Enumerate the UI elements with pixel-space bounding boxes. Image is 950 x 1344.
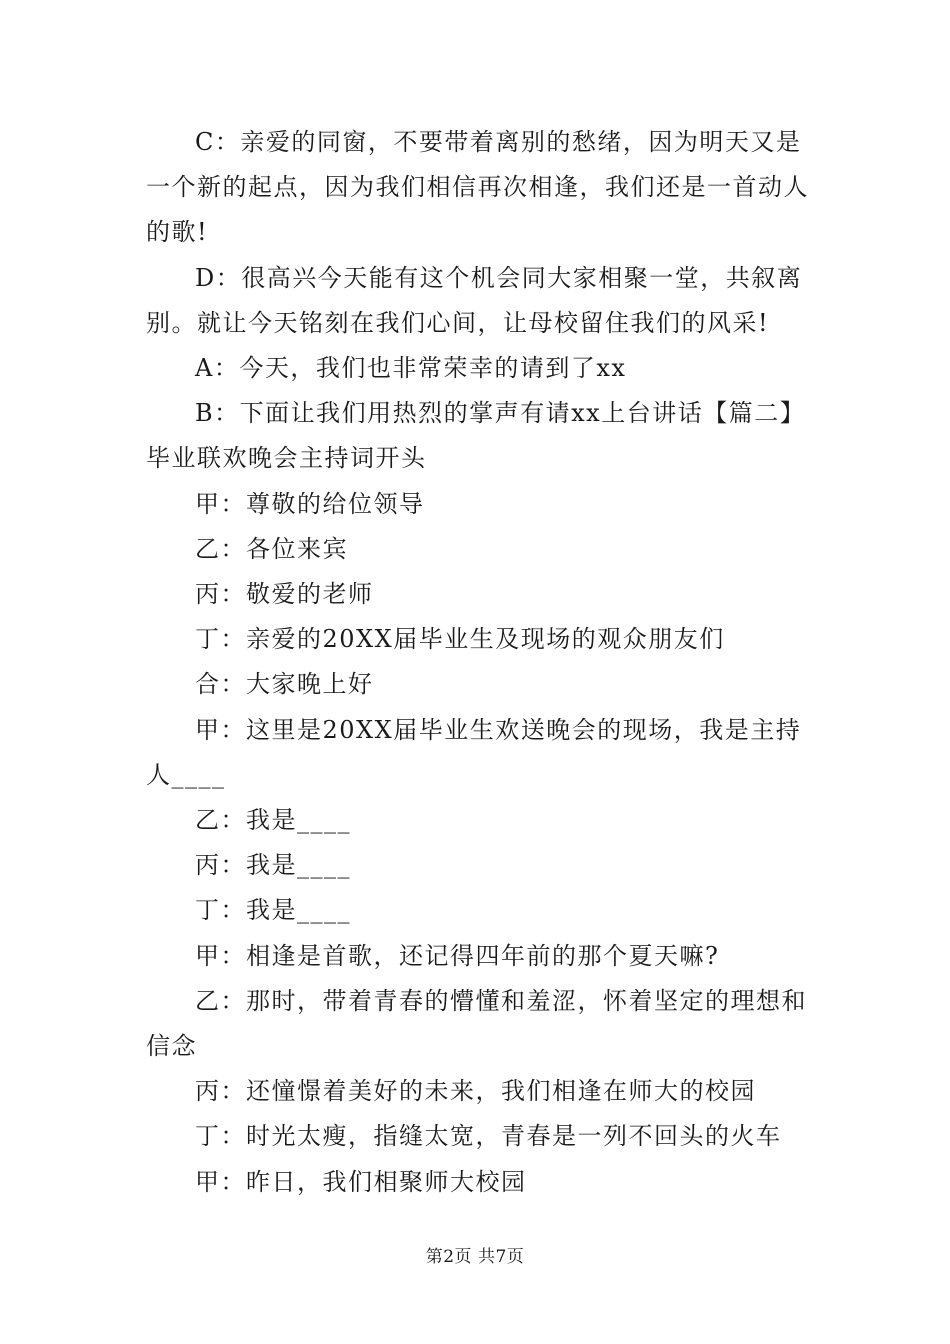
document-body	[146, 120, 814, 1205]
paragraph: 乙：我是____	[195, 806, 351, 835]
paragraph: 丙：我是____	[195, 851, 351, 880]
paragraph: A：今天，我们也非常荣幸的请到了xx	[195, 354, 627, 383]
paragraph: 丙：敬爱的老师	[195, 580, 374, 609]
paragraph: C：亲爱的同窗，不要带着离别的愁绪，因为明天又是一个新的起点，因为我们相信再次相逢，我们还是一首动人的歌!	[146, 128, 809, 247]
paragraph: 合：大家晚上好	[195, 670, 374, 699]
paragraph: 甲：尊敬的给位领导	[195, 489, 425, 518]
paragraph: 乙：各位来宾	[195, 534, 348, 563]
paragraph: 甲：昨日，我们相聚师大校园	[195, 1167, 527, 1196]
paragraph: 丙：还憧憬着美好的未来，我们相逢在师大的校园	[195, 1077, 756, 1106]
paragraph: 丁：亲爱的20XX届毕业生及现场的观众朋友们	[195, 625, 725, 654]
paragraph: D：很高兴今天能有这个机会同大家相聚一堂，共叙离别。就让今天铭刻在我们心间，让母校留住我们的风采!	[146, 263, 803, 337]
paragraph: 丁：时光太瘦，指缝太宽，青春是一列不回头的火车	[195, 1122, 782, 1151]
paragraph: 甲：这里是20XX届毕业生欢送晚会的现场，我是主持人____	[146, 715, 802, 789]
paragraph: B：下面让我们用热烈的掌声有请xx上台讲话【篇二】毕业联欢晚会主持词开头	[146, 399, 806, 473]
page-number-footer: 第2页 共7页	[425, 1247, 525, 1267]
paragraph: 乙：那时，带着青春的懵懂和羞涩，怀着坚定的理想和信念	[146, 986, 807, 1061]
paragraph: 丁：我是____	[195, 896, 351, 925]
paragraph: 甲：相逢是首歌，还记得四年前的那个夏天嘛?	[195, 941, 720, 970]
